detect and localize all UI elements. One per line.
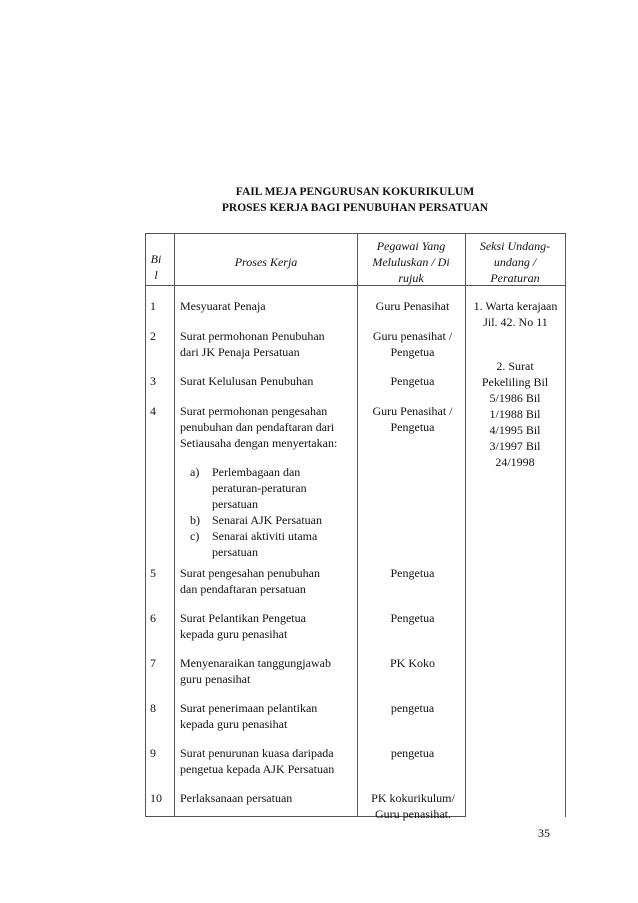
- row-8-proses: Surat penerimaan pelantikan kepada guru penasihat: [180, 701, 318, 731]
- page-number: 35: [538, 826, 550, 840]
- row-4-subitems: [190, 464, 360, 560]
- col-divider-1: [174, 233, 175, 817]
- table-left-border: [145, 233, 146, 817]
- list-item: [190, 464, 360, 512]
- row-2-bil: 2: [150, 329, 156, 343]
- row-9-proses: Surat penurunan kuasa daripada pengetua kepada AJK Persatuan: [180, 746, 335, 776]
- row-4-proses: Surat permohonan pengesahan penubuhan dan pendaftaran dari Setiausaha dengan menyertakan:: [180, 404, 338, 450]
- header-pegawai: Pegawai Yang Meluluskan / Di rujuk: [372, 239, 450, 285]
- row-5-bil: 5: [150, 566, 156, 580]
- row-3-pegawai: Pengetua: [390, 374, 435, 388]
- row-7-proses: Menyenaraikan tanggungjawab guru penasihat: [180, 656, 331, 686]
- row-5-proses: Surat pengesahan penubuhan dan pendaftaran persatuan: [180, 566, 320, 596]
- row-2-pegawai: Guru penasihat / Pengetua: [372, 329, 453, 359]
- header-bil: Bil: [150, 252, 162, 282]
- row-10-proses: Perlaksanaan persatuan: [180, 791, 293, 805]
- row-2-proses: Surat permohonan Penubuhan dari JK Penaja Persatuan: [180, 329, 325, 359]
- document-subtitle: PROSES KERJA BAGI PENUBUHAN PERSATUAN: [221, 202, 489, 214]
- list-item: [190, 512, 360, 528]
- row-5-pegawai: Pengetua: [390, 566, 435, 580]
- row-9-bil: 9: [150, 746, 156, 760]
- row-4-pegawai: Guru Penasihat / Pengetua: [372, 404, 453, 434]
- list-item-text: Senarai aktiviti utama persatuan: [212, 529, 318, 559]
- row-1-bil: 1: [150, 299, 156, 313]
- row-10-pegawai: PK kokurikulum/ Guru penasihat.: [371, 791, 455, 821]
- row-4-bil: 4: [150, 404, 156, 418]
- row-8-pegawai: pengetua: [390, 701, 435, 715]
- table-top-border: [145, 233, 566, 234]
- row-3-proses: Surat Kelulusan Penubuhan: [180, 374, 314, 388]
- row-6-bil: 6: [150, 611, 156, 625]
- row-6-pegawai: Pengetua: [390, 611, 435, 625]
- seksi-reference-1: 1. Warta kerajaan Jil. 42. No 11: [473, 299, 558, 329]
- row-1-pegawai: Guru Penasihat: [375, 299, 450, 313]
- list-item-text: Perlembagaan dan peraturan-peraturan persatuan: [212, 465, 307, 511]
- list-item: [190, 528, 360, 560]
- list-marker: a): [190, 465, 200, 479]
- list-marker: b): [190, 513, 200, 527]
- list-marker: c): [190, 529, 200, 543]
- row-7-pegawai: PK Koko: [389, 656, 435, 670]
- document-title: FAIL MEJA PENGURUSAN KOKURIKULUM: [235, 186, 475, 198]
- row-9-pegawai: pengetua: [390, 746, 435, 760]
- row-1-proses: Mesyuarat Penaja: [180, 299, 266, 313]
- row-10-bil: 10: [150, 791, 162, 805]
- header-proses-kerja: Proses Kerja: [234, 255, 298, 269]
- row-3-bil: 3: [150, 374, 156, 388]
- row-7-bil: 7: [150, 656, 156, 670]
- list-item-text: Senarai AJK Persatuan: [212, 513, 322, 527]
- col-divider-3: [465, 233, 466, 817]
- row-6-proses: Surat Pelantikan Pengetua kepada guru penasihat: [180, 611, 306, 641]
- header-seksi: Seksi Undang-undang / Peraturan: [479, 239, 551, 285]
- row-8-bil: 8: [150, 701, 156, 715]
- seksi-reference-2: 2. Surat Pekeliling Bil 5/1986 Bil 1/1988 Bil 4/1995 Bil 3/1997 Bil 24/1998: [481, 359, 549, 469]
- table-right-border: [565, 233, 566, 817]
